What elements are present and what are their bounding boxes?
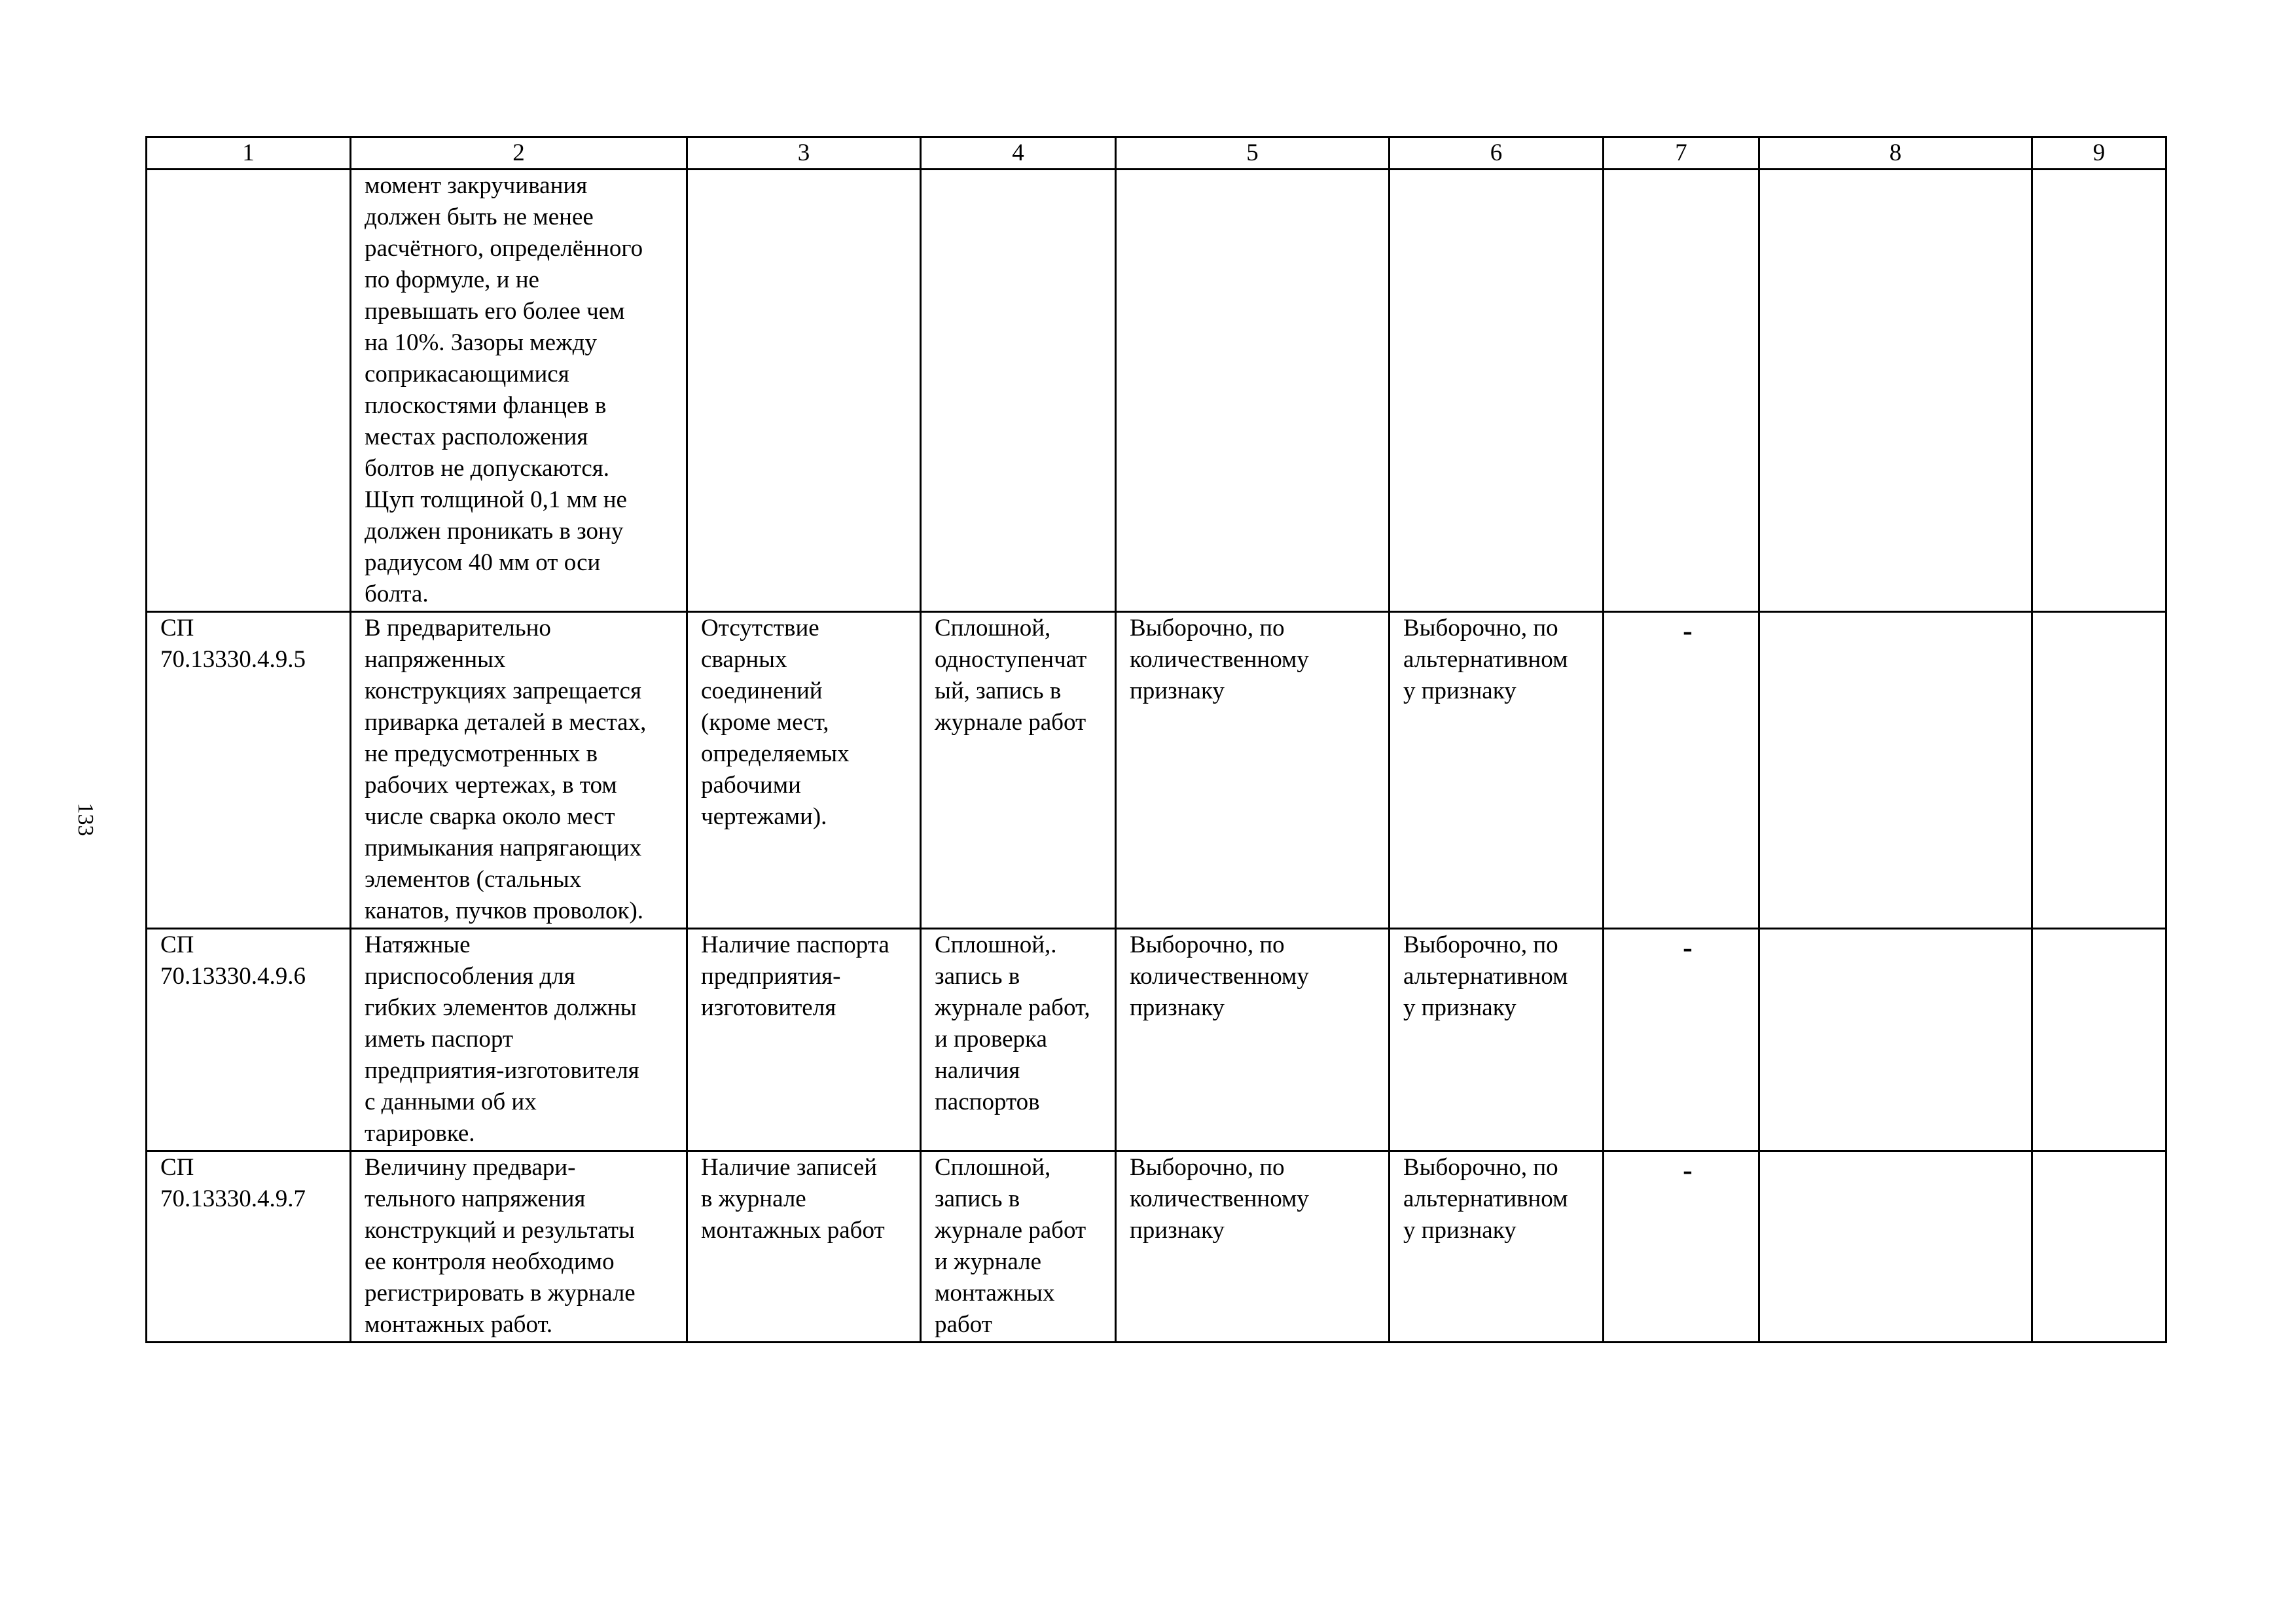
column-header-1: 1 [147,137,351,170]
cell-col9 [2032,170,2166,612]
cell-criterion: Отсутствие сварных соединений (кроме мест, определяемых рабочими чертежами). [687,612,921,929]
dash-mark: - [1683,931,1693,964]
table-header-row [147,137,2166,170]
cell-col8 [1759,612,2032,929]
cell-control-method [921,170,1116,612]
table-row [147,1151,2166,1343]
cell-col5: Выборочно, по количественному признаку [1116,612,1390,929]
cell-col7 [1604,170,1759,612]
cell-col7 [1604,929,1759,1151]
cell-col9 [2032,1151,2166,1343]
cell-col6: Выборочно, по альтернативном у признаку [1390,612,1604,929]
cell-control-method: Сплошной, запись в журнале работ и журнале монтажных работ [921,1151,1116,1343]
dash-mark: - [1683,1154,1693,1186]
cell-col9 [2032,929,2166,1151]
cell-criterion [687,170,921,612]
column-header-4: 4 [921,137,1116,170]
cell-col5 [1116,170,1390,612]
cell-control-method: Сплошной,. запись в журнале работ, и проверка наличия паспортов [921,929,1116,1151]
table-row [147,170,2166,612]
cell-col8 [1759,929,2032,1151]
cell-code: СП 70.13330.4.9.6 [147,929,351,1151]
cell-criterion: Наличие паспорта предприятия- изготовителя [687,929,921,1151]
cell-requirement: В предварительно напряженных конструкциях запрещается приварка деталей в местах, не предусмотренных в рабочих чертежах, в том числе сварка около мест примыкания напрягающих элементов (стальных канатов, пучков проволок). [351,612,687,929]
inspection-table [145,136,2167,1343]
column-header-8: 8 [1759,137,2032,170]
cell-control-method: Сплошной, одноступенчат ый, запись в журнале работ [921,612,1116,929]
table-row [147,612,2166,929]
cell-col8 [1759,170,2032,612]
column-header-3: 3 [687,137,921,170]
column-header-9: 9 [2032,137,2166,170]
cell-col6: Выборочно, по альтернативном у признаку [1390,1151,1604,1343]
cell-col5: Выборочно, по количественному признаку [1116,929,1390,1151]
cell-col7 [1604,1151,1759,1343]
cell-col8 [1759,1151,2032,1343]
cell-requirement: момент закручивания должен быть не менее расчётного, определённого по формуле, и не превышать его более чем на 10%. Зазоры между соприкасающимися плоскостями фланцев в местах расположения болтов не допускаются. Щуп толщиной 0,1 мм не должен проникать в зону радиусом 40 мм от оси болта. [351,170,687,612]
cell-requirement: Величину предвари- тельного напряжения конструкций и результаты ее контроля необходимо регистрировать в журнале монтажных работ. [351,1151,687,1343]
page-number: 133 [73,803,98,837]
cell-col5: Выборочно, по количественному признаку [1116,1151,1390,1343]
column-header-6: 6 [1390,137,1604,170]
cell-col6: Выборочно, по альтернативном у признаку [1390,929,1604,1151]
cell-code: СП 70.13330.4.9.5 [147,612,351,929]
cell-code: СП 70.13330.4.9.7 [147,1151,351,1343]
dash-mark: - [1683,615,1693,647]
cell-col6 [1390,170,1604,612]
column-header-2: 2 [351,137,687,170]
cell-criterion: Наличие записей в журнале монтажных работ [687,1151,921,1343]
cell-requirement: Натяжные приспособления для гибких элементов должны иметь паспорт предприятия-изготовителя с данными об их тарировке. [351,929,687,1151]
column-header-7: 7 [1604,137,1759,170]
cell-code [147,170,351,612]
cell-col7 [1604,612,1759,929]
column-header-5: 5 [1116,137,1390,170]
cell-col9 [2032,612,2166,929]
table-row [147,929,2166,1151]
